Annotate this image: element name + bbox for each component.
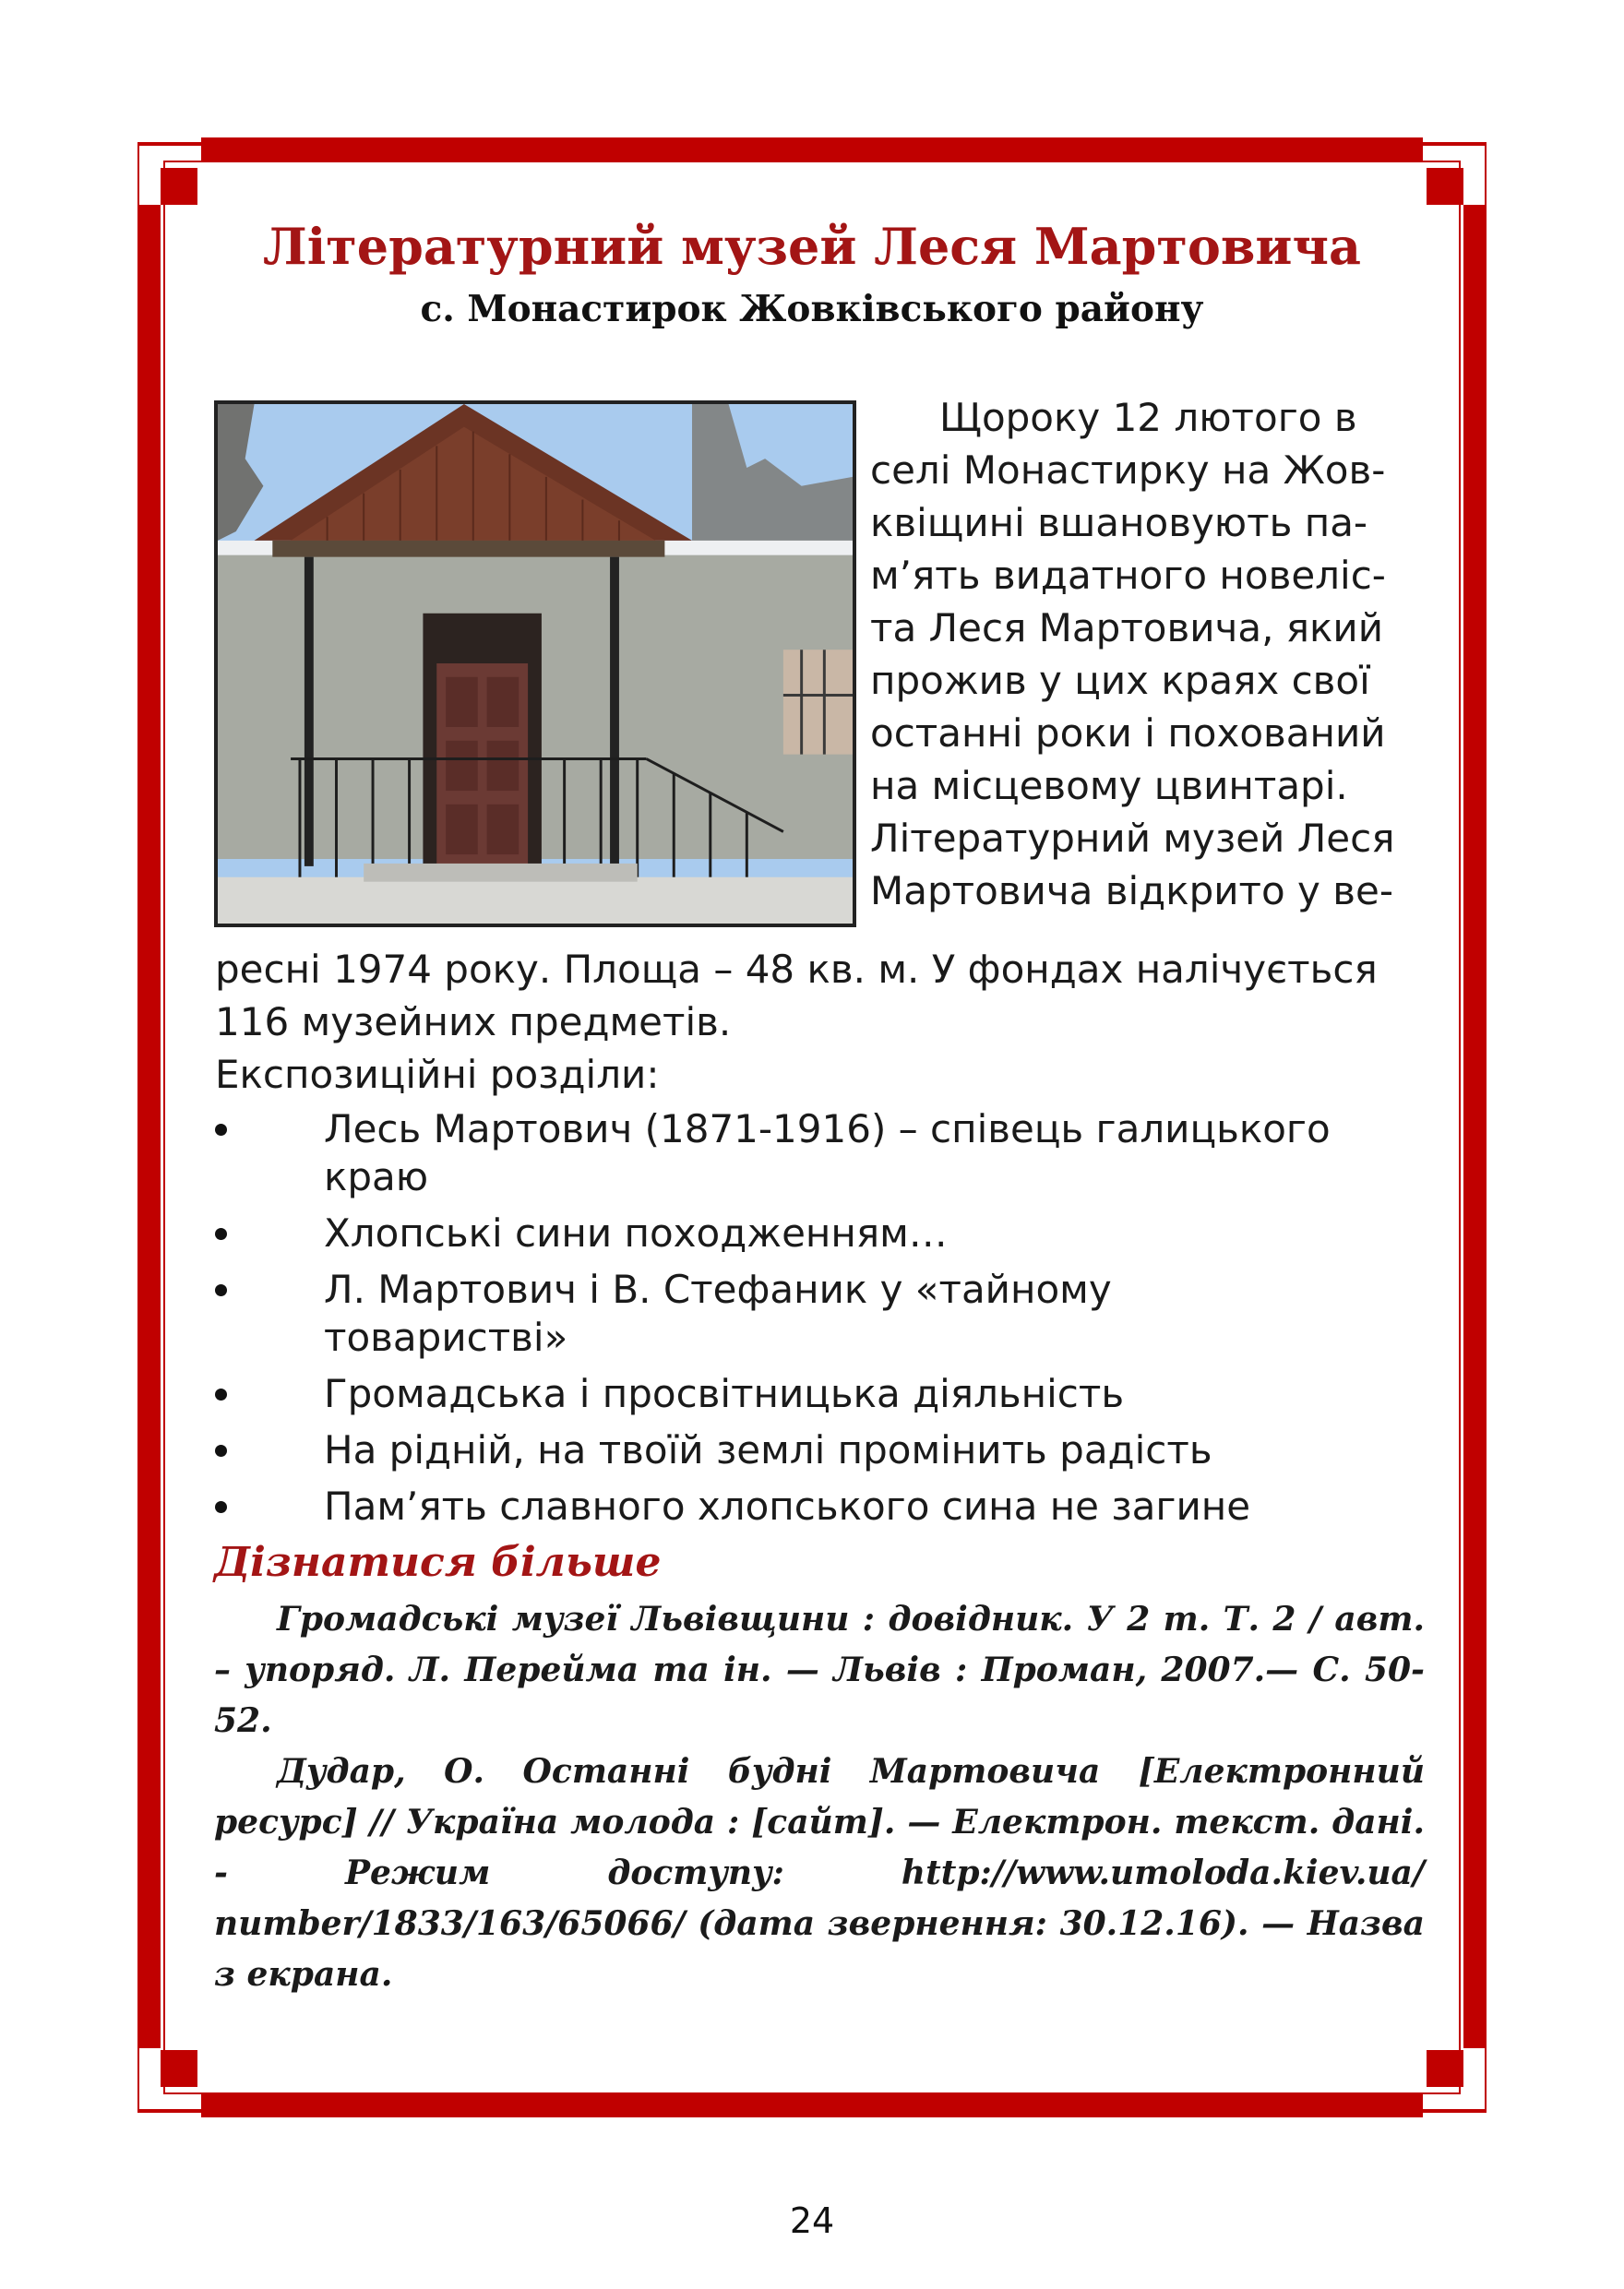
page-number: 24 [789,2200,835,2241]
learn-more-heading: Дізнатися більше [214,1539,662,1586]
bullet-icon [215,1284,227,1296]
bullet-icon [215,1445,227,1457]
intro-line: Літературний музей Леся [870,816,1395,861]
reference-entry: Дудар, О. Останні будні Мартовича [Електронний ресурс] // Україна молода : [сайт]. — Електрон. текст. дані. - Режим доступу: http://www.umoloda.kiev.ua/ number/1833/163/65066/ (дата звернення: 30.12.16). — Назва з екрана. [214,1752,1425,1994]
intro-line: ресні 1974 року. Площа – 48 кв. м. У фондах налічується [215,947,1378,992]
list-item: Громадська і просвітницька діяльність [215,1370,1433,1418]
references-list [214,1594,1425,2000]
bullet-icon [215,1501,227,1513]
intro-line: 116 музейних предметів. [215,999,732,1044]
intro-line: квіщині вшановують па- [870,500,1368,545]
intro-paragraph-continued [215,943,1433,1101]
page-title: Літературний музей Леся Мартовича [263,217,1361,276]
list-item: Лесь Мартович (1871-1916) – співець галицького краю [215,1105,1433,1201]
intro-line: Щороку 12 лютого в [939,395,1357,440]
intro-line: та Леся Мартовича, який [870,605,1384,650]
bullet-icon [215,1124,227,1136]
bullet-icon [215,1389,227,1401]
intro-line: прожив у цих краях свої [870,658,1370,703]
intro-line: на місцевому цвинтарі. [870,763,1348,808]
sections-heading: Експозиційні розділи: [215,1052,660,1097]
intro-line: останні роки і похований [870,710,1386,756]
list-item: На рідній, на твоїй землі промінить радість [215,1426,1433,1474]
intro-line: Мартовича відкрито у ве- [870,868,1393,913]
intro-paragraph-wrapped [870,391,1424,917]
page-subtitle: с. Монастирок Жовківського району [420,288,1204,330]
intro-line: м’ять видатного новеліс- [870,553,1386,598]
list-item: Л. Мартович і В. Стефаник у «тайному товаристві» [215,1266,1433,1362]
intro-line: селі Монастирку на Жов- [870,447,1386,493]
exhibition-sections-list [215,1105,1433,1539]
bullet-icon [215,1228,227,1240]
list-item: Пам’ять славного хлопського сина не загине [215,1483,1433,1531]
list-item: Хлопські сини походженням… [215,1210,1433,1258]
museum-building-photo [214,400,856,927]
reference-entry: Громадські музеї Львівщини : довідник. У 2 т. Т. 2 / авт. – упоряд. Л. Перейма та ін. — Львів : Проман, 2007.— С. 50-52. [214,1600,1425,1740]
